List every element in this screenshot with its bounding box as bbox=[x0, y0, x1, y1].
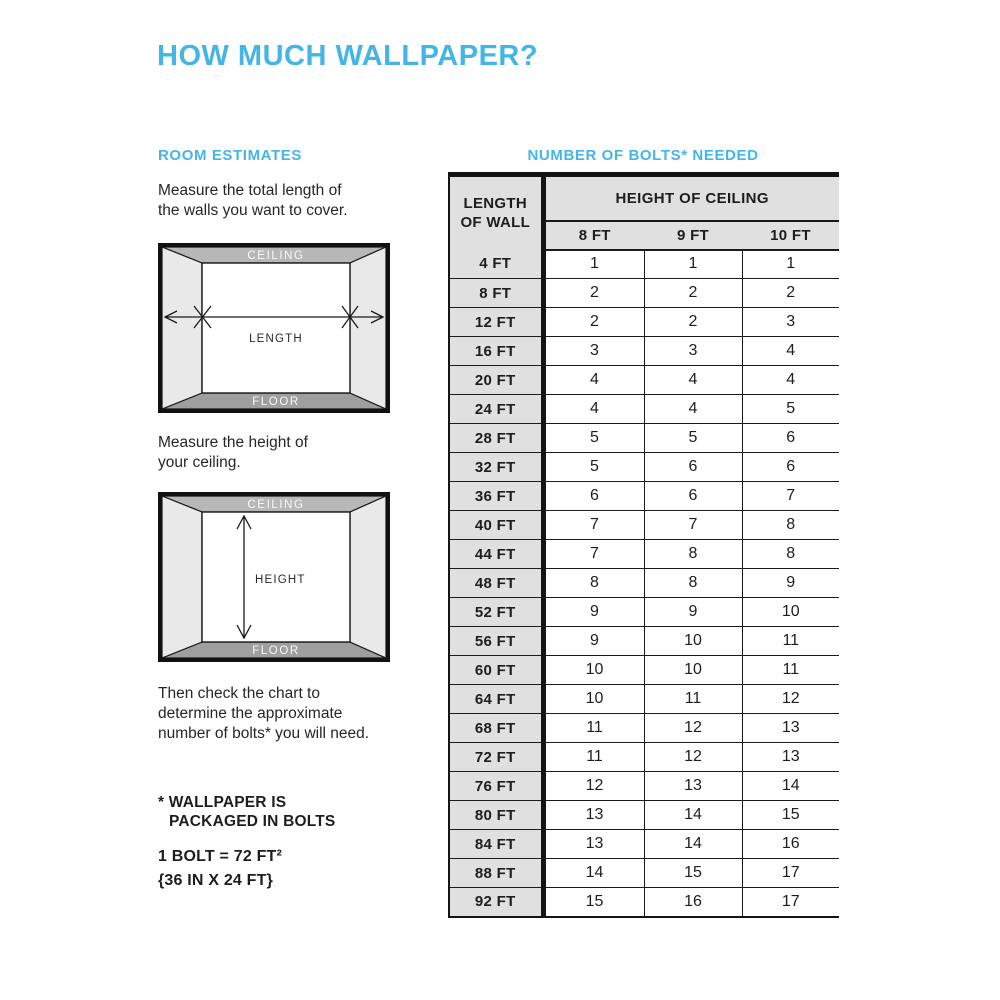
wall-length-cell: 12 FT bbox=[449, 308, 543, 337]
table-row bbox=[449, 859, 839, 888]
bolt-count-cell: 14 bbox=[644, 801, 742, 830]
wall-length-cell: 76 FT bbox=[449, 772, 543, 801]
bolt-count-cell: 6 bbox=[742, 453, 839, 482]
wall-length-cell: 4 FT bbox=[449, 250, 543, 279]
left-wall bbox=[162, 496, 202, 658]
bolt-count-cell: 8 bbox=[543, 569, 644, 598]
bolt-count-cell: 2 bbox=[543, 279, 644, 308]
bolt-count-cell: 5 bbox=[543, 453, 644, 482]
text-line: the walls you want to cover. bbox=[158, 202, 348, 219]
wall-length-cell: 48 FT bbox=[449, 569, 543, 598]
text-line: your ceiling. bbox=[158, 454, 241, 471]
wall-length-cell: 88 FT bbox=[449, 859, 543, 888]
page-title: HOW MUCH WALLPAPER? bbox=[157, 40, 539, 72]
bolt-count-cell: 13 bbox=[543, 830, 644, 859]
bolt-count-cell: 8 bbox=[742, 511, 839, 540]
wall-length-cell: 8 FT bbox=[449, 279, 543, 308]
wall-length-cell: 60 FT bbox=[449, 656, 543, 685]
left-wall bbox=[162, 247, 202, 409]
table-row bbox=[449, 772, 839, 801]
wall-length-cell: 56 FT bbox=[449, 627, 543, 656]
bolt-count-cell: 7 bbox=[543, 511, 644, 540]
room-height-diagram bbox=[158, 492, 390, 662]
table-row bbox=[449, 250, 839, 279]
bolt-count-cell: 12 bbox=[644, 743, 742, 772]
text-line: OF WALL bbox=[460, 214, 531, 232]
bolt-count-cell: 13 bbox=[644, 772, 742, 801]
bolt-count-cell: 15 bbox=[543, 888, 644, 917]
bolt-count-cell: 4 bbox=[644, 395, 742, 424]
wall-length-cell: 80 FT bbox=[449, 801, 543, 830]
bolt-count-cell: 9 bbox=[543, 627, 644, 656]
table-row bbox=[449, 743, 839, 772]
bolt-count-cell: 8 bbox=[644, 540, 742, 569]
wall-length-cell: 72 FT bbox=[449, 743, 543, 772]
bolt-count-cell: 8 bbox=[742, 540, 839, 569]
column-header-8ft: 8 FT bbox=[543, 221, 644, 250]
length-of-wall-header bbox=[449, 175, 543, 250]
bolt-count-cell: 4 bbox=[644, 366, 742, 395]
room-length-diagram bbox=[158, 243, 390, 413]
step-2-text bbox=[158, 433, 308, 473]
bolt-count-cell: 7 bbox=[644, 511, 742, 540]
bolts-table-title: NUMBER OF BOLTS* NEEDED bbox=[527, 147, 759, 164]
table-row bbox=[449, 279, 839, 308]
wall-length-cell: 28 FT bbox=[449, 424, 543, 453]
bolt-count-cell: 4 bbox=[543, 366, 644, 395]
table-row bbox=[449, 714, 839, 743]
bolt-count-cell: 3 bbox=[644, 337, 742, 366]
right-wall bbox=[350, 247, 386, 409]
table-row bbox=[449, 627, 839, 656]
bolt-count-cell: 10 bbox=[543, 656, 644, 685]
wall-length-cell: 44 FT bbox=[449, 540, 543, 569]
bolt-count-cell: 10 bbox=[543, 685, 644, 714]
text-line: determine the approximate bbox=[158, 705, 343, 722]
wall-length-cell: 36 FT bbox=[449, 482, 543, 511]
table-row bbox=[449, 888, 839, 917]
wall-length-cell: 24 FT bbox=[449, 395, 543, 424]
bolt-count-cell: 7 bbox=[742, 482, 839, 511]
bolt-count-cell: 13 bbox=[543, 801, 644, 830]
bolts-table bbox=[448, 172, 839, 918]
bolt-count-cell: 12 bbox=[543, 772, 644, 801]
bolt-count-cell: 13 bbox=[742, 743, 839, 772]
table-row bbox=[449, 453, 839, 482]
table-row bbox=[449, 830, 839, 859]
bolt-count-cell: 5 bbox=[644, 424, 742, 453]
bolt-count-cell: 2 bbox=[644, 308, 742, 337]
ceiling-label: CEILING bbox=[247, 499, 305, 511]
bolt-count-cell: 16 bbox=[742, 830, 839, 859]
room-estimates-heading: ROOM ESTIMATES bbox=[158, 147, 302, 164]
bolt-count-cell: 3 bbox=[742, 308, 839, 337]
text-line: LENGTH bbox=[463, 195, 527, 213]
table-row bbox=[449, 685, 839, 714]
text-line: PACKAGED IN BOLTS bbox=[169, 813, 336, 830]
bolt-count-cell: 11 bbox=[742, 627, 839, 656]
bolt-count-cell: 15 bbox=[742, 801, 839, 830]
bolt-count-cell: 13 bbox=[742, 714, 839, 743]
wall-length-cell: 64 FT bbox=[449, 685, 543, 714]
wall-length-cell: 92 FT bbox=[449, 888, 543, 917]
bolt-count-cell: 9 bbox=[543, 598, 644, 627]
table-row bbox=[449, 424, 839, 453]
bolt-count-cell: 10 bbox=[742, 598, 839, 627]
wall-length-cell: 68 FT bbox=[449, 714, 543, 743]
bolt-count-cell: 6 bbox=[742, 424, 839, 453]
bolt-count-cell: 6 bbox=[644, 453, 742, 482]
bolts-table-header bbox=[449, 175, 839, 250]
bolt-count-cell: 10 bbox=[644, 656, 742, 685]
text-line: * WALLPAPER IS bbox=[158, 794, 287, 811]
bolt-count-cell: 9 bbox=[742, 569, 839, 598]
table-row bbox=[449, 540, 839, 569]
bolts-table-body bbox=[449, 250, 839, 917]
table-row bbox=[449, 366, 839, 395]
step-1-text bbox=[158, 181, 348, 221]
wall-length-cell: 32 FT bbox=[449, 453, 543, 482]
bolt-count-cell: 14 bbox=[644, 830, 742, 859]
text-line: 1 BOLT = 72 FT² bbox=[158, 848, 283, 865]
bolt-count-cell: 17 bbox=[742, 888, 839, 917]
wall-length-cell: 40 FT bbox=[449, 511, 543, 540]
text-line: Then check the chart to bbox=[158, 685, 320, 702]
text-line: Measure the total length of bbox=[158, 182, 342, 199]
bolt-count-cell: 12 bbox=[742, 685, 839, 714]
table-row bbox=[449, 337, 839, 366]
bolt-count-cell: 5 bbox=[543, 424, 644, 453]
bolt-count-cell: 3 bbox=[543, 337, 644, 366]
ceiling-label: CEILING bbox=[247, 250, 305, 262]
table-row bbox=[449, 569, 839, 598]
bolt-count-cell: 12 bbox=[644, 714, 742, 743]
bolt-count-cell: 11 bbox=[742, 656, 839, 685]
bolt-size-note bbox=[158, 845, 282, 893]
bolt-count-cell: 2 bbox=[742, 279, 839, 308]
text-line: Measure the height of bbox=[158, 434, 308, 451]
table-row bbox=[449, 482, 839, 511]
step-3-text bbox=[158, 684, 369, 744]
floor-label: FLOOR bbox=[252, 396, 300, 408]
bolt-count-cell: 9 bbox=[644, 598, 742, 627]
floor-label: FLOOR bbox=[252, 645, 300, 657]
bolt-count-cell: 14 bbox=[742, 772, 839, 801]
bolt-count-cell: 4 bbox=[543, 395, 644, 424]
bolt-count-cell: 6 bbox=[543, 482, 644, 511]
bolts-footnote bbox=[158, 793, 335, 831]
table-row bbox=[449, 801, 839, 830]
bolt-count-cell: 16 bbox=[644, 888, 742, 917]
bolt-count-cell: 14 bbox=[543, 859, 644, 888]
table-row bbox=[449, 656, 839, 685]
height-of-ceiling-header: HEIGHT OF CEILING bbox=[543, 175, 839, 221]
table-row bbox=[449, 395, 839, 424]
table-row bbox=[449, 308, 839, 337]
bolt-count-cell: 11 bbox=[543, 714, 644, 743]
height-label: HEIGHT bbox=[255, 574, 306, 586]
bolt-count-cell: 1 bbox=[742, 250, 839, 279]
bolt-count-cell: 10 bbox=[644, 627, 742, 656]
bolt-count-cell: 4 bbox=[742, 337, 839, 366]
wall-length-cell: 16 FT bbox=[449, 337, 543, 366]
bolt-count-cell: 11 bbox=[644, 685, 742, 714]
bolt-count-cell: 7 bbox=[543, 540, 644, 569]
table-row bbox=[449, 511, 839, 540]
bolt-count-cell: 1 bbox=[644, 250, 742, 279]
bolt-count-cell: 8 bbox=[644, 569, 742, 598]
bolt-count-cell: 4 bbox=[742, 366, 839, 395]
bolt-count-cell: 6 bbox=[644, 482, 742, 511]
wall-length-cell: 84 FT bbox=[449, 830, 543, 859]
bolt-count-cell: 2 bbox=[543, 308, 644, 337]
text-line: number of bolts* you will need. bbox=[158, 725, 370, 742]
bolt-count-cell: 15 bbox=[644, 859, 742, 888]
length-label: LENGTH bbox=[249, 333, 303, 345]
bolt-count-cell: 1 bbox=[543, 250, 644, 279]
column-header-9ft: 9 FT bbox=[644, 221, 742, 250]
table-row bbox=[449, 598, 839, 627]
text-line: {36 IN X 24 FT} bbox=[158, 872, 274, 889]
column-header-10ft: 10 FT bbox=[742, 221, 839, 250]
bolt-count-cell: 2 bbox=[644, 279, 742, 308]
table-title-wrap bbox=[448, 147, 838, 165]
bolt-count-cell: 11 bbox=[543, 743, 644, 772]
wall-length-cell: 52 FT bbox=[449, 598, 543, 627]
wall-length-cell: 20 FT bbox=[449, 366, 543, 395]
back-wall bbox=[202, 263, 350, 393]
bolt-count-cell: 17 bbox=[742, 859, 839, 888]
bolt-count-cell: 5 bbox=[742, 395, 839, 424]
right-wall bbox=[350, 496, 386, 658]
